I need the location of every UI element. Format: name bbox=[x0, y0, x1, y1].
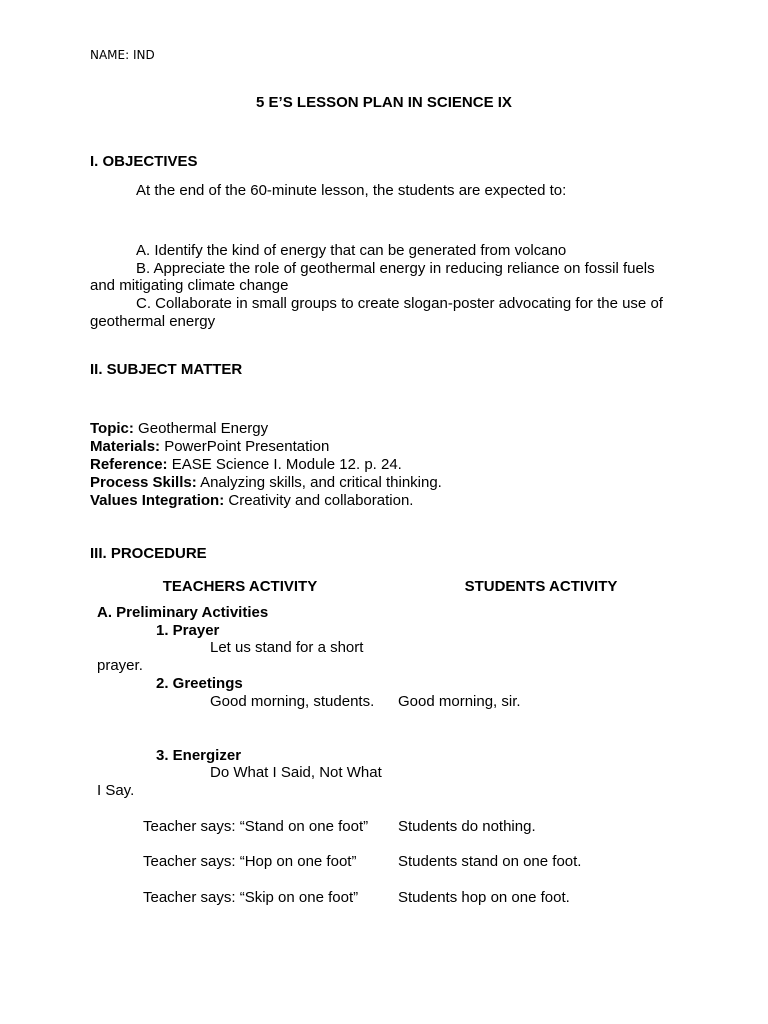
values-integration-value: Creativity and collaboration. bbox=[224, 492, 414, 509]
values-integration-label: Values Integration: bbox=[90, 492, 225, 509]
materials-line bbox=[90, 438, 329, 456]
topic-label: Topic: bbox=[90, 420, 134, 437]
values-integration-line bbox=[90, 492, 413, 510]
topic-value: Geothermal Energy bbox=[133, 420, 269, 437]
process-skills-value: Analyzing skills, and critical thinking. bbox=[196, 474, 442, 491]
subject-matter-heading: II. SUBJECT MATTER bbox=[90, 361, 243, 378]
objective-c-line1: C. Collaborate in small groups to create slogan-poster advocating for the use of bbox=[136, 295, 663, 312]
preliminary-activities-heading: A. Preliminary Activities bbox=[97, 604, 269, 621]
energizer-heading: 3. Energizer bbox=[156, 747, 242, 764]
energizer-text-line2: I Say. bbox=[97, 782, 135, 799]
prayer-text-line2: prayer. bbox=[97, 657, 143, 674]
energizer-teacher-row: Teacher says: “Skip on one foot” bbox=[143, 889, 359, 906]
objective-c-line2: geothermal energy bbox=[90, 313, 216, 330]
students-activity-header: STUDENTS ACTIVITY bbox=[464, 578, 618, 595]
prayer-text-line1: Let us stand for a short bbox=[210, 639, 364, 656]
energizer-student-row: Students stand on one foot. bbox=[398, 853, 582, 870]
objectives-heading: I. OBJECTIVES bbox=[90, 153, 198, 170]
document-title: 5 E’S LESSON PLAN IN SCIENCE IX bbox=[256, 94, 512, 111]
prayer-heading: 1. Prayer bbox=[156, 622, 220, 639]
greetings-heading: 2. Greetings bbox=[156, 675, 243, 692]
objective-b-line1: B. Appreciate the role of geothermal energy in reducing reliance on fossil fuels bbox=[136, 260, 655, 277]
objective-a: A. Identify the kind of energy that can be generated from volcano bbox=[136, 242, 567, 259]
objective-b-line2: and mitigating climate change bbox=[90, 277, 289, 294]
materials-value: PowerPoint Presentation bbox=[160, 438, 330, 455]
energizer-student-row: Students do nothing. bbox=[398, 818, 536, 835]
process-skills-line bbox=[90, 474, 442, 492]
greetings-student-text: Good morning, sir. bbox=[398, 693, 521, 710]
energizer-student-row: Students hop on one foot. bbox=[398, 889, 570, 906]
process-skills-label: Process Skills: bbox=[90, 474, 197, 491]
name-line: NAME: IND bbox=[90, 48, 155, 62]
teachers-activity-header: TEACHERS ACTIVITY bbox=[162, 578, 318, 595]
energizer-teacher-row: Teacher says: “Stand on one foot” bbox=[143, 818, 369, 835]
reference-label: Reference: bbox=[90, 456, 168, 473]
energizer-teacher-row: Teacher says: “Hop on one foot” bbox=[143, 853, 357, 870]
objectives-intro: At the end of the 60-minute lesson, the students are expected to: bbox=[136, 182, 567, 199]
procedure-heading: III. PROCEDURE bbox=[90, 545, 207, 562]
reference-value: EASE Science I. Module 12. p. 24. bbox=[167, 456, 402, 473]
topic-line bbox=[90, 420, 268, 438]
materials-label: Materials: bbox=[90, 438, 161, 455]
reference-line bbox=[90, 456, 402, 474]
greetings-teacher-text: Good morning, students. bbox=[210, 693, 375, 710]
energizer-text-line1: Do What I Said, Not What bbox=[210, 764, 382, 781]
